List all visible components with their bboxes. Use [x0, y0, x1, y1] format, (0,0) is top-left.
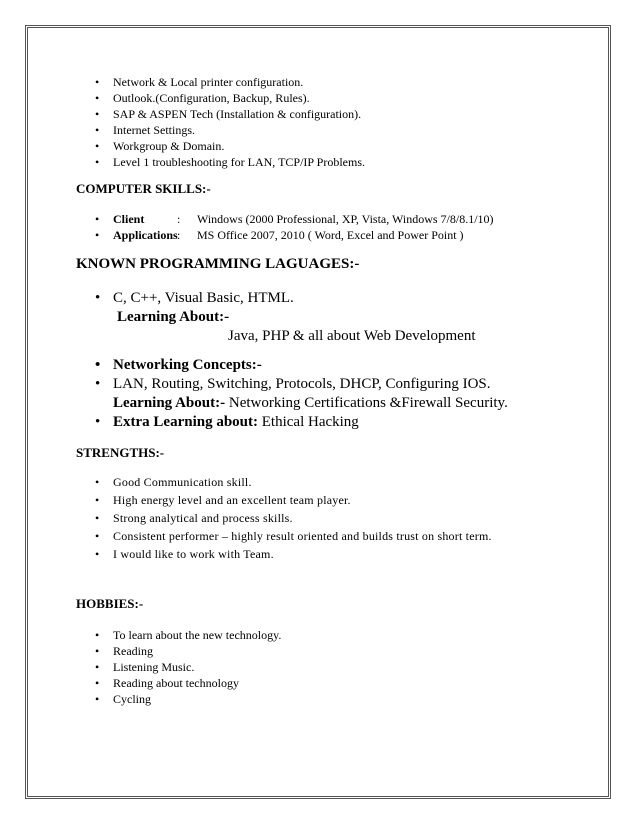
- hobbies-list: [113, 627, 281, 707]
- computer-skills-list: [113, 211, 494, 243]
- list-item: • High energy level and an excellent team player.: [113, 491, 492, 509]
- strengths-heading: STRENGTHS:-: [76, 445, 165, 460]
- list-item: • To learn about the new technology.: [113, 627, 281, 643]
- strengths-list: [113, 473, 492, 563]
- programming-section: [113, 289, 563, 346]
- skill-colon: :: [177, 228, 181, 242]
- learning-about-value: Java, PHP & all about Web Development: [228, 328, 476, 344]
- networking-topics-item: • LAN, Routing, Switching, Protocols, DHCP, Configuring IOS.: [113, 375, 573, 394]
- list-item: • Consistent performer – highly result oriented and builds trust on short term.: [113, 527, 492, 545]
- list-item: • SAP & ASPEN Tech (Installation & configuration).: [113, 106, 365, 122]
- net-learning-label: Learning About:-: [113, 395, 226, 411]
- networking-concepts-item: • Networking Concepts:-: [113, 356, 573, 375]
- extra-learning-item: [113, 413, 573, 432]
- top-skills-list: [113, 74, 365, 170]
- net-learning-row: [113, 394, 573, 413]
- list-item: • Internet Settings.: [113, 122, 365, 138]
- list-item: • Strong analytical and process skills.: [113, 509, 492, 527]
- list-item: • Reading about technology: [113, 675, 281, 691]
- languages-item: • C, C++, Visual Basic, HTML.: [113, 289, 563, 308]
- extra-learning-value: Ethical Hacking: [258, 414, 359, 430]
- list-item: • Outlook.(Configuration, Backup, Rules).: [113, 90, 365, 106]
- learning-about-label: Learning About:-: [117, 309, 230, 325]
- skill-value: Windows (2000 Professional, XP, Vista, Windows 7/8/8.1/10): [197, 212, 494, 226]
- list-item: • I would like to work with Team.: [113, 545, 492, 563]
- list-item: • Listening Music.: [113, 659, 281, 675]
- skill-label: Applications: [113, 228, 178, 242]
- skill-row-client: [113, 211, 494, 227]
- skill-label: Client: [113, 212, 145, 226]
- net-learning-value: Networking Certifications &Firewall Security.: [225, 395, 508, 411]
- hobbies-heading: HOBBIES:-: [76, 596, 144, 611]
- skill-colon: :: [177, 212, 181, 226]
- list-item: • Network & Local printer configuration.: [113, 74, 365, 90]
- networking-section: [113, 356, 573, 432]
- list-item: • Reading: [113, 643, 281, 659]
- programming-heading: KNOWN PROGRAMMING LAGUAGES:-: [76, 256, 360, 272]
- list-item: • Cycling: [113, 691, 281, 707]
- list-item: • Good Communication skill.: [113, 473, 492, 491]
- list-item: • Level 1 troubleshooting for LAN, TCP/IP Problems.: [113, 154, 365, 170]
- extra-learning-label: Extra Learning about:: [113, 414, 259, 430]
- list-item: • Workgroup & Domain.: [113, 138, 365, 154]
- computer-skills-heading: COMPUTER SKILLS:-: [76, 181, 211, 196]
- skill-value: MS Office 2007, 2010 ( Word, Excel and Power Point ): [197, 228, 464, 242]
- skill-row-applications: [113, 227, 494, 243]
